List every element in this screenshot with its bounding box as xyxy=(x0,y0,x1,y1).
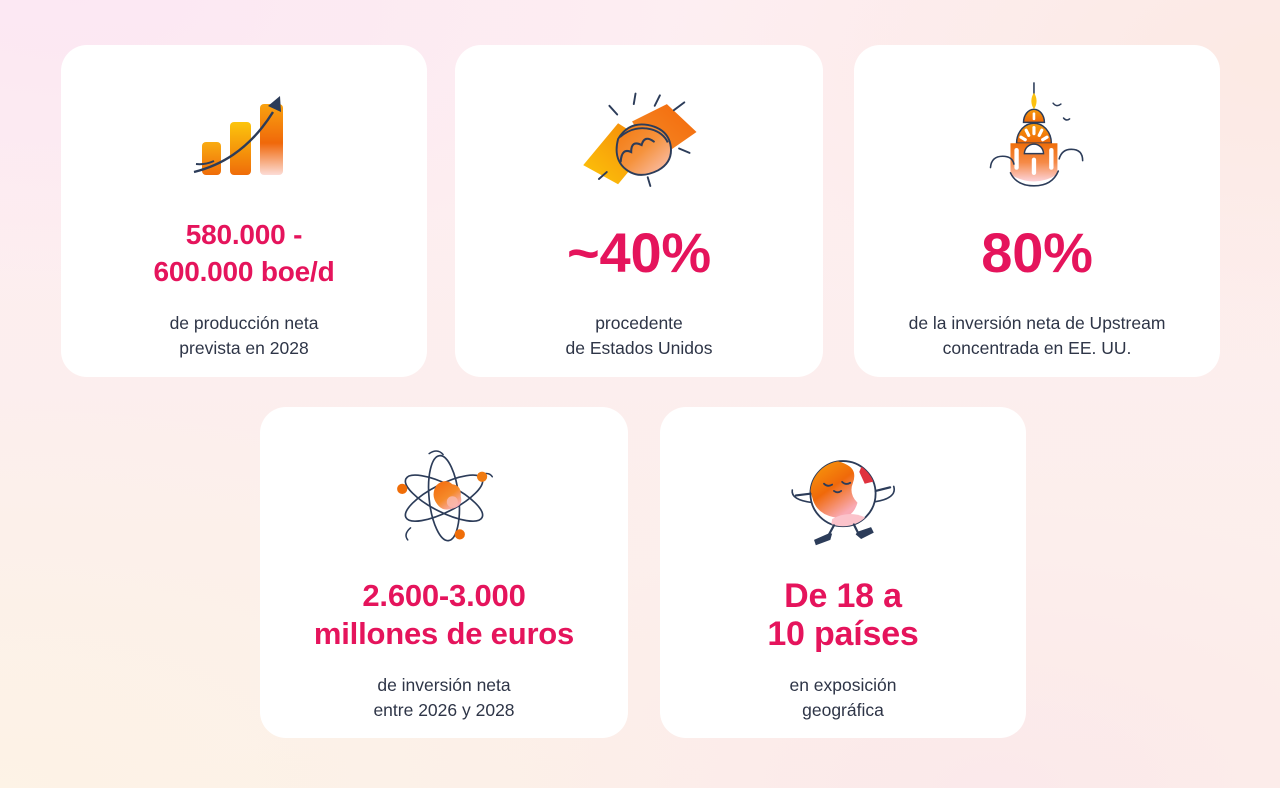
stat-value xyxy=(455,205,823,301)
stat-description-line: geográfica xyxy=(802,699,884,720)
bar-chart-growth-icon xyxy=(61,71,427,205)
atom-icon xyxy=(260,433,628,567)
stat-description-line: entre 2026 y 2028 xyxy=(373,699,515,720)
stat-value-line: 80% xyxy=(981,221,1093,284)
stat-card-geographic-exposure xyxy=(660,407,1026,738)
stat-value-line: 10 países xyxy=(767,615,919,653)
stat-value xyxy=(854,205,1220,301)
stat-description xyxy=(854,311,1220,360)
handshake-icon xyxy=(455,71,823,205)
stat-value-line: ~40% xyxy=(567,221,711,284)
stat-description-line: de Estados Unidos xyxy=(565,337,713,358)
stat-description-line: prevista en 2028 xyxy=(179,337,309,358)
stat-description-line: de producción neta xyxy=(169,313,319,333)
skyscraper-in-clouds-icon xyxy=(854,71,1220,205)
stat-value xyxy=(61,205,427,301)
stat-description-line: de la inversión neta de Upstream xyxy=(908,313,1166,333)
stat-card-us-share xyxy=(455,45,823,377)
stat-value xyxy=(260,567,628,663)
stat-description-line: concentrada en EE. UU. xyxy=(942,337,1132,358)
stat-card-production xyxy=(61,45,427,377)
stat-card-upstream-investment xyxy=(854,45,1220,377)
stat-description xyxy=(660,673,1026,722)
stat-value-line: De 18 a xyxy=(784,577,902,615)
stat-description xyxy=(61,311,427,360)
stat-description-line: de inversión neta xyxy=(377,675,511,695)
stat-card-net-investment xyxy=(260,407,628,738)
stat-value-line: millones de euros xyxy=(313,616,575,651)
stat-description-line: en exposición xyxy=(789,675,897,695)
globe-character-icon xyxy=(660,433,1026,567)
stat-value-line: 580.000 - xyxy=(185,219,303,250)
stat-value-line: 2.600-3.000 xyxy=(362,578,526,613)
stat-value-line: 600.000 boe/d xyxy=(153,256,335,287)
stat-description xyxy=(260,673,628,722)
stat-description-line: procedente xyxy=(595,313,683,333)
stat-value xyxy=(660,567,1026,663)
stat-description xyxy=(455,311,823,360)
